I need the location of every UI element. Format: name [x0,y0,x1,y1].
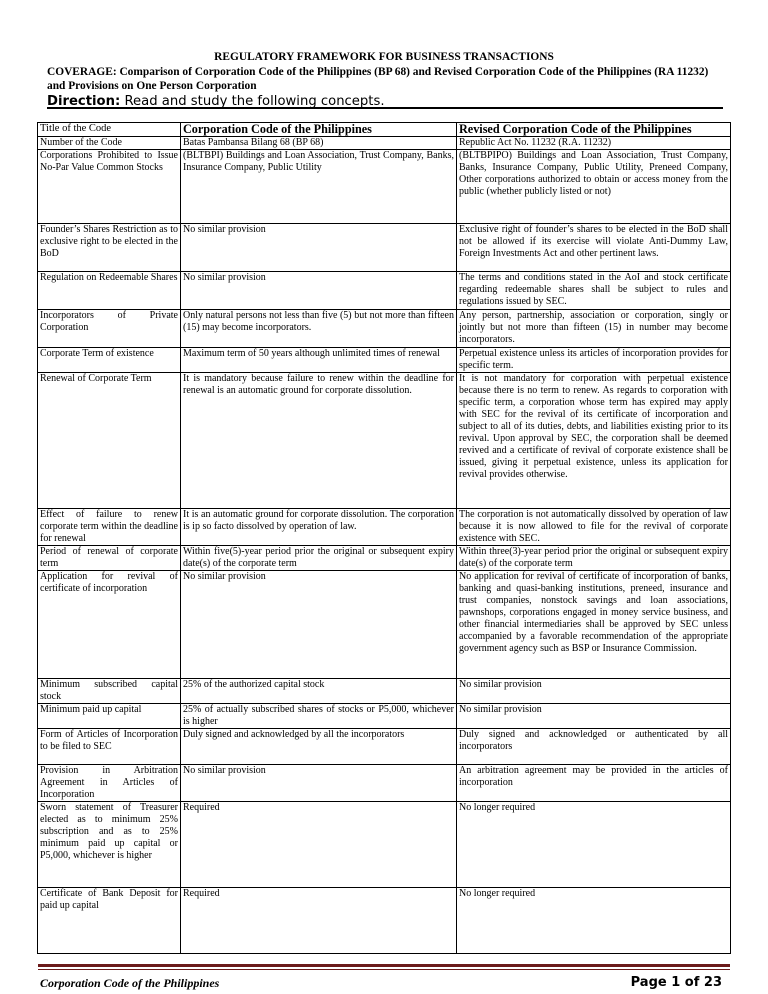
ra11232-cell: No similar provision [457,679,731,704]
ra11232-cell: No longer required [457,802,731,888]
row-label-cell: Corporate Term of existence [38,348,181,373]
row-label-cell: Application for revival of certificate of incorporation [38,571,181,679]
header-divider [47,107,723,109]
row-label-cell: Period of renewal of corporate term [38,546,181,571]
ra11232-cell: Within three(3)-year period prior the original or subsequent expiry date(s) of the corporate term [457,546,731,571]
bp68-cell: Maximum term of 50 years although unlimited times of renewal [181,348,457,373]
bp68-cell: Batas Pambansa Bilang 68 (BP 68) [181,137,457,150]
ra11232-cell: No application for revival of certificate of incorporation of banks, banking and quasi-banking institutions, preneed, insurance and trust companies, nonstock savings and loan associations, pawnshops, corporations engaged in money service business, and other financial intermediaries shall be approved by SEC unless accompanied by a favorable recommendation of the appropriate government agency such as BSP or Insurance Commission. [457,571,731,679]
bp68-cell: (BLTBPI) Buildings and Loan Association, Trust Company, Banks, Insurance Company, Public Utility [181,150,457,224]
row-label-cell: Certificate of Bank Deposit for paid up capital [38,888,181,954]
bp68-cell: No similar provision [181,571,457,679]
footer-divider-thick [38,964,730,967]
direction-text: Read and study the following concepts. [120,94,385,109]
table-row [38,802,731,888]
table-row [38,765,731,802]
table-row [38,704,731,729]
table-row [38,310,731,348]
document-title: REGULATORY FRAMEWORK FOR BUSINESS TRANSACTIONS [214,51,554,63]
ra11232-cell: It is not mandatory for corporation with perpetual existence because there is no term to renew. As regards to corporation with specific term, a corporation whose term has expired may apply with SEC for the revival of its certificate of incorporation and subject to all of its duties, debts, and liabilities existing prior to its revival. Upon approval by SEC, the corporation shall be deemed revived and a certificate of revival of corporate existence shall be issued, giving it perpetual existence, unless its application for revival provides otherwise. [457,373,731,509]
bp68-cell: Required [181,888,457,954]
ra11232-cell: Republic Act No. 11232 (R.A. 11232) [457,137,731,150]
bp68-cell: Only natural persons not less than five (5) but not more than fifteen (15) may become incorporators. [181,310,457,348]
bp68-cell: Within five(5)-year period prior the original or subsequent expiry date(s) of the corporate term [181,546,457,571]
ra11232-cell: An arbitration agreement may be provided in the articles of incorporation [457,765,731,802]
row-label-cell: Number of the Code [38,137,181,150]
bp68-cell: No similar provision [181,272,457,310]
table-row [38,546,731,571]
table-row [38,137,731,150]
table-row [38,348,731,373]
page-number: Page 1 of 23 [630,975,722,990]
row-label-cell: Effect of failure to renew corporate term within the deadline for renewal [38,509,181,546]
row-label-cell: Incorporators of Private Corporation [38,310,181,348]
bp68-cell: Duly signed and acknowledged by all the incorporators [181,729,457,765]
row-label-cell: Provision in Arbitration Agreement in Articles of Incorporation [38,765,181,802]
table-row [38,509,731,546]
ra11232-cell: Duly signed and acknowledged or authenticated by all incorporators [457,729,731,765]
ra11232-cell: The corporation is not automatically dissolved by operation of law because it is now allowed to file for the revival of corporate existence with SEC. [457,509,731,546]
ra11232-cell: No similar provision [457,704,731,729]
row-label-cell: Minimum subscribed capital stock [38,679,181,704]
row-label-cell: Minimum paid up capital [38,704,181,729]
footer-title: Corporation Code of the Philippines [40,976,220,990]
table-header-row [38,123,731,137]
table-row [38,679,731,704]
row-label-cell: Renewal of Corporate Term [38,373,181,509]
direction-label: Direction: [47,94,121,109]
ra11232-cell: Exclusive right of founder’s shares to be elected in the BoD shall not be allowed if its exercise will violate Anti-Dummy Law, Foreign Investments Act and other pertinent laws. [457,224,731,272]
ra11232-cell: The terms and conditions stated in the AoI and stock certificate regarding redeemable shares shall be subject to rules and regulations issued by SEC. [457,272,731,310]
header-cell-ra11232: Revised Corporation Code of the Philippines [457,123,731,137]
document-header [47,51,721,110]
ra11232-cell: No longer required [457,888,731,954]
comparison-table [37,122,731,954]
bp68-cell: It is an automatic ground for corporate dissolution. The corporation is ip so facto dissolved by operation of law. [181,509,457,546]
row-label-cell: Regulation on Redeemable Shares [38,272,181,310]
ra11232-cell: Any person, partnership, association or corporation, singly or jointly but not more than fifteen (15) in number may become incorporators. [457,310,731,348]
row-label-cell: Sworn statement of Treasurer elected as to minimum 25% subscription and as to 25% minimum paid up capital or P5,000, whichever is higher [38,802,181,888]
table-row [38,373,731,509]
table-row [38,729,731,765]
footer-divider-thin [38,969,730,970]
bp68-cell: 25% of the authorized capital stock [181,679,457,704]
ra11232-cell: Perpetual existence unless its articles of incorporation provides for specific term. [457,348,731,373]
table-row [38,224,731,272]
ra11232-cell: (BLTBPIPO) Buildings and Loan Association, Trust Company, Banks, Insurance Company, Public Utility, Preneed Company, Other corporations authorized to obtain or access money from the public (whether publicly listed or not) [457,150,731,224]
row-label-cell: Form of Articles of Incorporation to be filed to SEC [38,729,181,765]
table-row [38,272,731,310]
table-row [38,150,731,224]
bp68-cell: No similar provision [181,224,457,272]
coverage-line: COVERAGE: Comparison of Corporation Code of the Philippines (BP 68) and Revised Corporation Code of the Philippines (RA 11232) and Provisions on One Person Corporation [47,66,709,92]
bp68-cell: 25% of actually subscribed shares of stocks or P5,000, whichever is higher [181,704,457,729]
row-label-cell: Founder’s Shares Restriction as to exclusive right to be elected in the BoD [38,224,181,272]
bp68-cell: No similar provision [181,765,457,802]
bp68-cell: Required [181,802,457,888]
table-row [38,571,731,679]
row-label-cell: Corporations Prohibited to Issue No-Par Value Common Stocks [38,150,181,224]
bp68-cell: It is mandatory because failure to renew within the deadline for renewal is an automatic ground for corporate dissolution. [181,373,457,509]
header-cell-bp68: Corporation Code of the Philippines [181,123,457,137]
header-cell-title: Title of the Code [38,123,181,137]
table-row [38,888,731,954]
